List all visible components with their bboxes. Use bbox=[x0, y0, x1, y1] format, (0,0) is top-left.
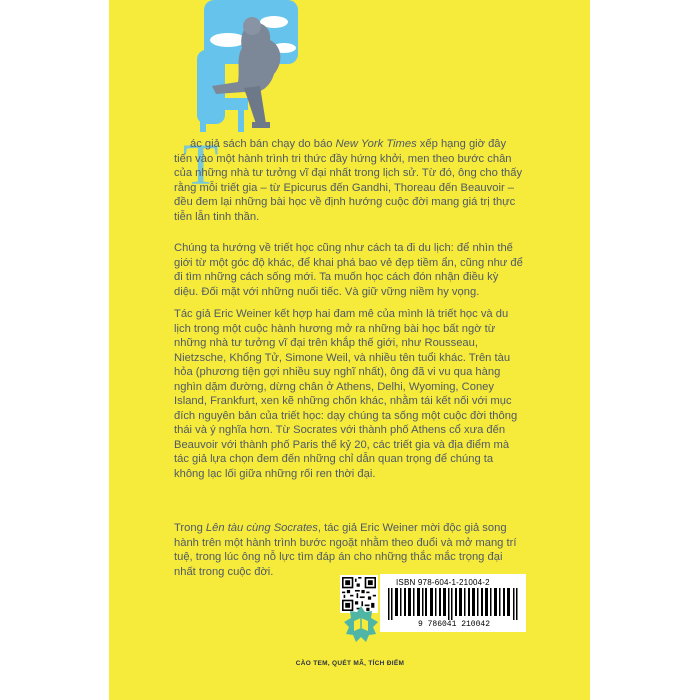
paragraph-intro bbox=[174, 132, 524, 224]
paragraph-author-journey: Tác giả Eric Weiner kết hợp hai đam mê của mình là triết học và du lịch trong một cuộc hành hương mở ra những bài học bất ngờ từ những nhà tư tưởng vĩ đại trên khắp thế giới, như Rousseau, Nietzsche, Khổng Tử, Simone Weil, và nhiều tên tuổi khác. Trên tàu hỏa (phương tiện gợi nhiều suy nghĩ nhất), ông đã vi vu qua hàng nghìn dặm đường, dừng chân ở Athens, Delhi, Wyoming, Coney Island, Frankfurt, xen kẽ những chốn khác, nhằm tái kết nối với mục đích nguyên bản của triết học: dạy chúng ta sống một cuộc đời thông thái và ý nghĩa hơn. Từ Socrates với thành phố Athens cổ xưa đến Beauvoir với thành phố Paris thế kỷ 20, các triết gia và địa điểm mà tác giả lựa chọn đem đến những chỉ dẫn quan trọng để chúng ta không lạc lối giữa những rối ren thời đại. bbox=[174, 308, 518, 480]
isbn-barcode bbox=[380, 574, 526, 632]
isbn-label: ISBN 978-604-1-21004-2 bbox=[396, 578, 490, 587]
publisher-logo-icon bbox=[341, 604, 381, 644]
paragraph-philosophy-travel: Chúng ta hướng về triết học cũng như cách ta đi du lịch: để nhìn thế giới từ một góc độ khác, để khai phá bao vẻ đẹp tiềm ẩn, cũng như để đi tìm những cách sống mới. Ta muốn học cách đón nhận điều kỳ diệu. Đối mặt với những nuối tiếc. Và giữ vững niềm hy vọng. bbox=[174, 242, 523, 298]
intro-text-end: xếp hạng giờ đây tiến vào một hành trình tri thức đầy hứng khởi, men theo bước chân của những nhà tư tưởng vĩ đại nhất trong lịch sử. Từ đó, ông cho thấy rằng mỗi triết gia – từ Epicurus đến Gandhi, Thoreau đến Beauvoir – đều đem lại những bài học về định hướng cuộc đời mang giá trị thực tiễn lẫn tinh thần. bbox=[174, 138, 523, 223]
closing-text-end: , tác giả Eric Weiner mời độc giả song hành trên một hành trình bước ngoặt nhằm theo đuổi và mở mang trí tuệ, trong lúc ông nỗ lực tìm đáp án cho những thắc mắc trọng đại nhất trong cuộc đời. bbox=[174, 522, 517, 578]
barcode-digits: 9 786041 210042 bbox=[417, 620, 490, 629]
paragraph-closing bbox=[174, 521, 524, 579]
newspaper-title: New York Times bbox=[335, 138, 417, 150]
closing-text-start: Trong bbox=[174, 522, 206, 534]
drop-cap: T bbox=[183, 132, 219, 197]
book-title: Lên tàu cùng Socrates bbox=[205, 522, 318, 534]
loyalty-tagline: CÀO TEM, QUÉT MÃ, TÍCH ĐIỂM bbox=[295, 660, 405, 667]
thinker-statue-illustration bbox=[186, 0, 301, 135]
intro-text-start: ác giả sách bán chạy do báo bbox=[190, 138, 336, 150]
barcode bbox=[388, 588, 520, 620]
